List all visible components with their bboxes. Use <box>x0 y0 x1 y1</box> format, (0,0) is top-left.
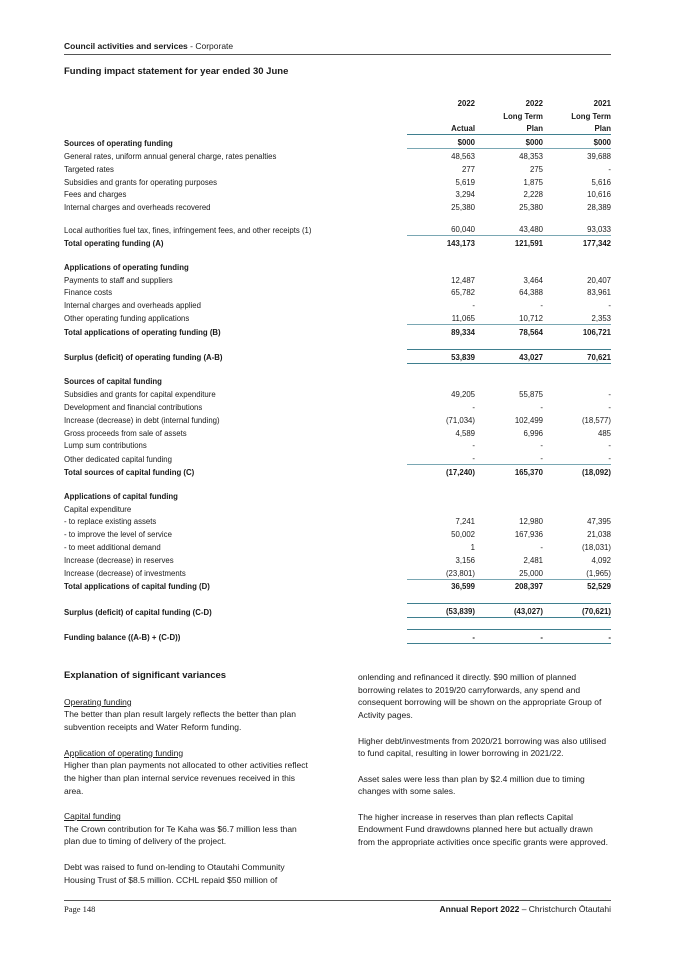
table-row <box>64 413 611 426</box>
row-value-3: 20,407 <box>587 275 611 285</box>
row-label: Subsidies and grants for capital expenditure <box>64 390 216 400</box>
row-value-1: (23,801) <box>445 568 475 578</box>
variances-left-column <box>64 670 314 899</box>
row-value-1: 277 <box>461 164 475 174</box>
table-row <box>64 451 611 464</box>
row-value-1: 143,173 <box>407 236 475 249</box>
row-value-3 <box>543 618 611 630</box>
row-label: Capital expenditure <box>64 504 132 514</box>
row-label: Funding balance ((A-B) + (C-D)) <box>64 633 181 643</box>
row-value-2 <box>475 363 543 375</box>
row-value-3 <box>543 375 611 388</box>
row-value-1: 53,839 <box>407 349 475 363</box>
row-value-1: 7,241 <box>455 517 475 527</box>
table-row <box>64 286 611 299</box>
row-value-2: 165,370 <box>475 465 543 478</box>
table-row <box>64 349 611 363</box>
row-value-3: 70,621 <box>543 349 611 363</box>
row-label: Other dedicated capital funding <box>64 454 172 464</box>
row-value-1: 36,599 <box>407 579 475 592</box>
row-value-1 <box>407 363 475 375</box>
row-value-2: (43,027) <box>475 604 543 618</box>
table-spacer <box>64 249 611 260</box>
row-label: Total operating funding (A) <box>64 238 164 248</box>
row-value-2 <box>475 375 543 388</box>
row-value-2: 10,712 <box>519 313 543 323</box>
row-value-1: 60,040 <box>451 225 475 235</box>
row-label: Lump sum contributions <box>64 441 147 451</box>
table-row <box>64 236 611 249</box>
row-label: Subsidies and grants for operating purposes <box>64 177 218 187</box>
variances-right-column <box>358 671 608 861</box>
row-value-3 <box>543 338 611 350</box>
row-value-3: 21,038 <box>587 530 611 540</box>
row-label: Total sources of capital funding (C) <box>64 467 195 477</box>
table-row <box>64 188 611 201</box>
row-label: Increase (decrease) in debt (internal funding) <box>64 415 220 425</box>
variance-subheading: Operating funding <box>64 696 132 707</box>
table-row <box>64 540 611 553</box>
row-value-3: (1,965) <box>586 568 611 578</box>
variance-paragraph: The higher increase in reserves than plan reflects Capital Endowment Fund drawdowns planned here but actually drawn from the appropriate activities once specific grants were approved. <box>358 811 608 848</box>
row-value-1: 89,334 <box>407 324 475 337</box>
row-value-3: 10,616 <box>587 190 611 200</box>
row-value-2: 43,480 <box>519 225 543 235</box>
row-value-1: 48,563 <box>407 149 475 162</box>
row-value-3: 177,342 <box>543 236 611 249</box>
report-name: Annual Report 2022 <box>439 904 520 914</box>
row-value-3 <box>543 592 611 604</box>
row-value-3: - <box>543 630 611 644</box>
page-number: Page 148 <box>64 904 96 914</box>
row-label: - to replace existing assets <box>64 517 157 527</box>
table-row <box>64 553 611 566</box>
row-value-1: - <box>472 402 475 412</box>
row-value-1 <box>407 502 475 515</box>
table-row <box>64 426 611 439</box>
table-row <box>64 175 611 188</box>
row-label <box>64 249 407 260</box>
row-value-1: - <box>472 441 475 451</box>
row-label: Other operating funding applications <box>64 314 190 324</box>
row-label: Sources of capital funding <box>64 377 162 387</box>
table-row <box>64 387 611 400</box>
table-spacer <box>64 618 611 630</box>
row-value-3: 106,721 <box>543 324 611 337</box>
table-row <box>64 527 611 540</box>
row-label <box>64 363 407 375</box>
row-value-2: - <box>540 542 543 552</box>
row-value-3 <box>543 249 611 260</box>
col-year-1: 2022 <box>457 98 475 108</box>
table-spacer <box>64 478 611 489</box>
table-row <box>64 298 611 311</box>
row-value-3: 5,616 <box>591 177 611 187</box>
variance-paragraph <box>64 810 314 848</box>
table-row <box>64 439 611 452</box>
row-value-1 <box>407 618 475 630</box>
row-value-3: 93,033 <box>587 225 611 235</box>
row-value-2: 43,027 <box>475 349 543 363</box>
row-value-3: - <box>608 454 611 464</box>
row-value-1: - <box>472 454 475 464</box>
row-value-2 <box>475 249 543 260</box>
row-value-3: - <box>608 390 611 400</box>
variance-text: The better than plan result largely reflects the better than plan subvention receipts and Water Reform funding. <box>64 709 296 733</box>
variance-paragraph <box>64 747 314 798</box>
row-value-3 <box>543 478 611 489</box>
row-value-2: 2,228 <box>523 190 543 200</box>
row-value-3 <box>543 489 611 502</box>
row-value-2 <box>475 260 543 273</box>
row-label: Local authorities fuel tax, fines, infringement fees, and other receipts (1) <box>64 225 312 235</box>
row-label: Applications of capital funding <box>64 491 178 501</box>
row-label: Total applications of capital funding (D) <box>64 582 210 592</box>
row-value-3: 83,961 <box>587 288 611 298</box>
col-sub2-2: Plan <box>526 124 543 134</box>
row-label <box>64 478 407 489</box>
table-row <box>64 135 611 149</box>
row-value-3: - <box>608 402 611 412</box>
table-row <box>64 502 611 515</box>
row-value-1: 1 <box>470 542 475 552</box>
row-value-1 <box>407 375 475 388</box>
row-value-1: $000 <box>407 135 475 149</box>
row-value-2: 48,353 <box>475 149 543 162</box>
footer-rule <box>64 900 611 901</box>
funding-impact-table <box>64 94 611 644</box>
table-row <box>64 311 611 324</box>
row-value-1: 25,380 <box>451 203 475 213</box>
table-row <box>64 489 611 502</box>
row-value-3: 28,389 <box>587 203 611 213</box>
row-value-3: $000 <box>543 135 611 149</box>
row-label: Surplus (deficit) of capital funding (C-D) <box>64 607 212 617</box>
row-value-3: 52,529 <box>543 579 611 592</box>
report-title <box>440 904 611 914</box>
row-value-2: 2,481 <box>523 555 543 565</box>
row-value-2: 55,875 <box>519 390 543 400</box>
row-value-2: 167,936 <box>514 530 543 540</box>
row-label <box>64 338 407 350</box>
row-value-1 <box>407 489 475 502</box>
row-label: Development and financial contributions <box>64 402 203 412</box>
row-label: Finance costs <box>64 288 113 298</box>
row-label: Gross proceeds from sale of assets <box>64 428 187 438</box>
variance-subheading: Capital funding <box>64 811 121 821</box>
variance-text: The Crown contribution for Te Kaha was $6.7 million less than plan due to timing of delivery of the project. <box>64 823 297 847</box>
row-value-2: - <box>540 441 543 451</box>
table-row <box>64 162 611 175</box>
row-label <box>64 618 407 630</box>
row-label: - to meet additional demand <box>64 542 161 552</box>
row-label: - to improve the level of service <box>64 530 172 540</box>
row-value-3: 2,353 <box>591 313 611 323</box>
row-value-1 <box>407 592 475 604</box>
table-row <box>64 213 611 236</box>
row-value-1: 11,065 <box>451 313 475 323</box>
row-value-1 <box>407 478 475 489</box>
row-value-2: 78,564 <box>475 324 543 337</box>
row-value-1: 50,002 <box>451 530 475 540</box>
row-value-1: - <box>407 630 475 644</box>
row-value-1: (71,034) <box>445 415 475 425</box>
row-value-3: 39,688 <box>543 149 611 162</box>
col-sub1-1 <box>407 109 475 122</box>
row-value-2: 275 <box>529 164 543 174</box>
row-value-1: 12,487 <box>451 275 475 285</box>
row-value-2: - <box>475 630 543 644</box>
row-value-1: (53,839) <box>407 604 475 618</box>
row-value-3 <box>543 502 611 515</box>
running-header <box>64 41 611 51</box>
row-value-3: (18,577) <box>581 415 611 425</box>
col-year-3: 2021 <box>593 98 611 108</box>
table-row <box>64 375 611 388</box>
row-value-2: 208,397 <box>475 579 543 592</box>
variance-paragraph <box>64 696 314 734</box>
row-value-2 <box>475 502 543 515</box>
row-value-2: 25,000 <box>519 568 543 578</box>
row-value-3: (18,031) <box>581 542 611 552</box>
row-value-2: 25,380 <box>519 203 543 213</box>
row-value-3: - <box>608 164 611 174</box>
row-label: Total applications of operating funding (B) <box>64 327 221 337</box>
variance-paragraph: Asset sales were less than plan by $2.4 million due to timing changes with some sales. <box>358 773 585 797</box>
variance-paragraph: onlending and refinanced it directly. $90 million of planned borrowing relates to 2019/20 carryforwards, any spend and consequent borrowing will be shown on the appropriate Group of Activity pages. <box>358 672 602 721</box>
row-value-1: 5,619 <box>455 177 475 187</box>
row-label: Surplus (deficit) of operating funding (A-B) <box>64 353 223 363</box>
table-row <box>64 579 611 592</box>
col-sub1-2: Long Term <box>503 111 543 121</box>
row-label: Internal charges and overheads recovered <box>64 203 211 213</box>
variance-paragraph <box>64 861 314 886</box>
table-spacer <box>64 338 611 350</box>
row-value-3: (18,092) <box>543 465 611 478</box>
row-value-3: 47,395 <box>587 517 611 527</box>
variance-subheading: Application of operating funding <box>64 747 184 758</box>
variance-text: Higher than plan payments not allocated to other activities reflect the higher than plan internal service revenues received in this area. <box>64 760 308 796</box>
table-spacer <box>64 592 611 604</box>
row-label: Sources of operating funding <box>64 138 173 148</box>
header-rule <box>64 54 611 55</box>
row-value-3: - <box>608 441 611 451</box>
table-spacer <box>64 363 611 375</box>
row-value-2: 3,464 <box>523 275 543 285</box>
row-value-1 <box>407 249 475 260</box>
row-label: Increase (decrease) in reserves <box>64 555 174 565</box>
table-row <box>64 515 611 528</box>
variance-paragraph: Higher debt/investments from 2020/21 borrowing was also utilised to fund capital, resulting in lower borrowing in 2021/22. <box>358 735 607 759</box>
row-value-2: 102,499 <box>514 415 543 425</box>
variances-heading: Explanation of significant variances <box>64 670 227 681</box>
row-value-3: - <box>608 301 611 311</box>
row-value-3: 4,092 <box>591 555 611 565</box>
row-label: Fees and charges <box>64 190 127 200</box>
col-year-2: 2022 <box>525 98 543 108</box>
col-sub1-3: Long Term <box>571 111 611 121</box>
row-value-3: 485 <box>597 428 611 438</box>
row-value-3 <box>543 260 611 273</box>
row-value-2 <box>475 592 543 604</box>
row-value-1: - <box>472 301 475 311</box>
row-label: Targeted rates <box>64 164 114 174</box>
row-value-3 <box>543 363 611 375</box>
table-row <box>64 400 611 413</box>
row-value-2: - <box>540 301 543 311</box>
row-value-1: 3,294 <box>455 190 475 200</box>
table-row <box>64 200 611 213</box>
row-label: Payments to staff and suppliers <box>64 275 173 285</box>
table-row <box>64 566 611 579</box>
row-label: General rates, uniform annual general charge, rates penalties <box>64 151 277 161</box>
table-row <box>64 604 611 618</box>
table-row <box>64 465 611 478</box>
row-label: Internal charges and overheads applied <box>64 301 201 311</box>
row-value-2: $000 <box>475 135 543 149</box>
variance-text: Debt was raised to fund on-lending to Otautahi Community Housing Trust of $8.5 million. CCHL repaid $50 million of <box>64 861 285 885</box>
table-row <box>64 630 611 644</box>
table-row <box>64 260 611 273</box>
row-label <box>64 592 407 604</box>
row-value-1: (17,240) <box>407 465 475 478</box>
table-row <box>64 273 611 286</box>
row-value-3: (70,621) <box>543 604 611 618</box>
header-subsection: - Corporate <box>187 41 234 51</box>
row-value-1: 4,589 <box>455 428 475 438</box>
row-label: Increase (decrease) of investments <box>64 569 186 578</box>
row-label: Applications of operating funding <box>64 262 189 272</box>
col-sub2-3: Plan <box>594 124 611 134</box>
col-sub2-1: Actual <box>451 124 475 134</box>
row-value-2 <box>475 618 543 630</box>
row-value-1: 49,205 <box>451 390 475 400</box>
statement-title: Funding impact statement for year ended 30 June <box>64 66 289 77</box>
row-value-2: 121,591 <box>475 236 543 249</box>
row-value-2: 6,996 <box>523 428 543 438</box>
header-label-cell <box>64 94 407 109</box>
row-value-2: - <box>540 402 543 412</box>
row-value-1 <box>407 260 475 273</box>
table-row <box>64 149 611 162</box>
row-value-2 <box>475 338 543 350</box>
row-value-2: 12,980 <box>519 517 543 527</box>
row-value-1: 3,156 <box>455 555 475 565</box>
table-row <box>64 324 611 337</box>
row-value-1: 65,782 <box>451 288 475 298</box>
report-city: – Christchurch Ōtautahi <box>519 904 611 914</box>
header-section: Council activities and services <box>64 41 188 51</box>
row-value-1 <box>407 338 475 350</box>
row-value-2 <box>475 478 543 489</box>
row-value-2: 64,388 <box>519 288 543 298</box>
row-value-2: - <box>540 454 543 464</box>
row-value-2: 1,875 <box>523 177 543 187</box>
row-value-2 <box>475 489 543 502</box>
